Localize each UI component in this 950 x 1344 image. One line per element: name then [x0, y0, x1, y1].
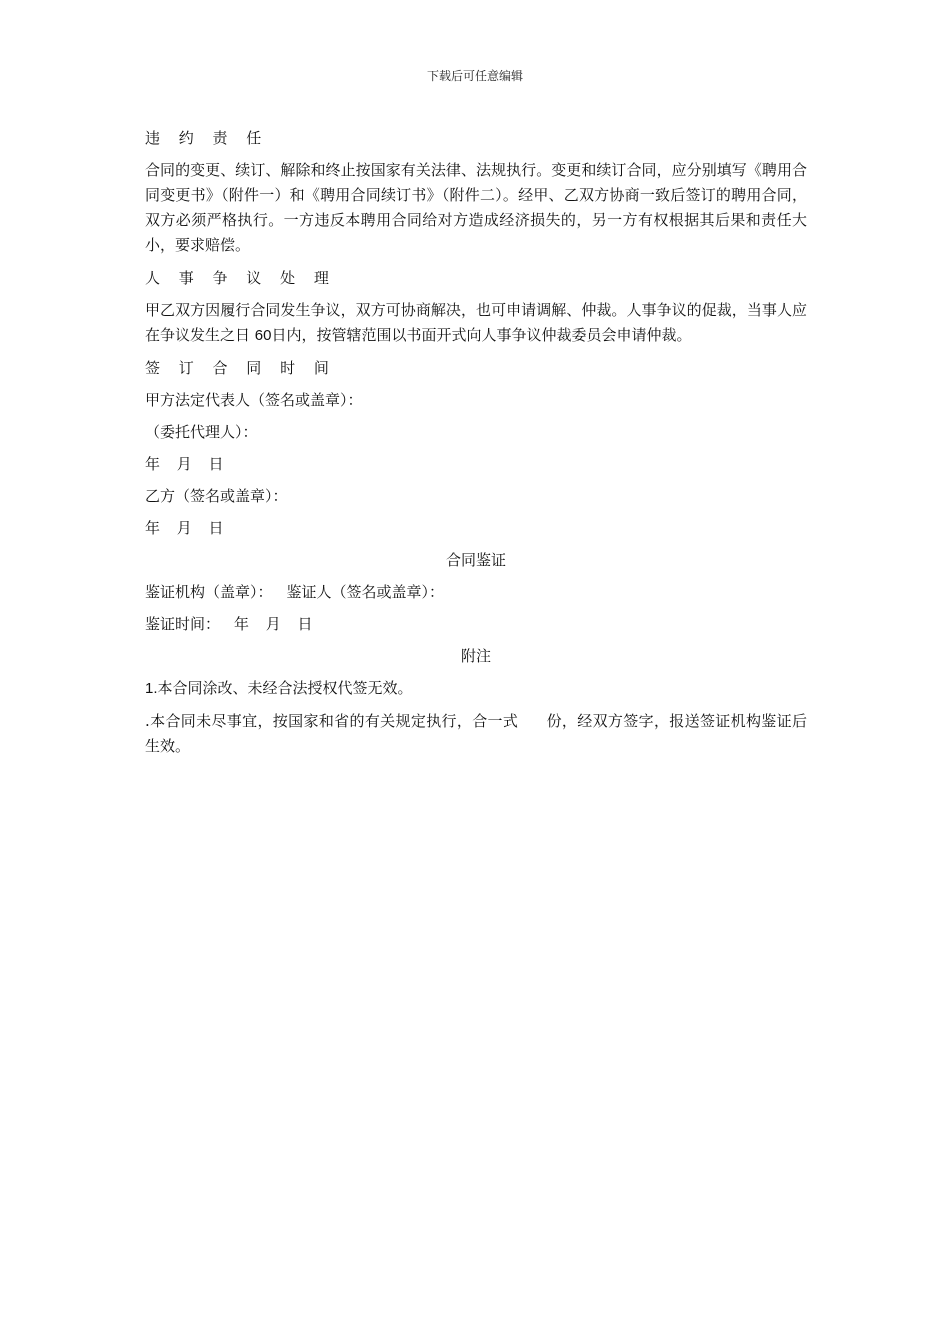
- signing-time-heading: 签 订 合 同 时 间: [145, 359, 336, 377]
- contract-verification-heading: 合同鉴证: [445, 551, 506, 569]
- breach-liability-heading: 违 约 责 任: [145, 129, 269, 147]
- party-b-signature-line: 乙方（签名或盖章）：: [145, 487, 288, 505]
- dispute-text-part2: 日内，按管辖范围以书面开式向人事争议仲裁委员会申请仲裁。: [271, 326, 692, 344]
- party-b-date-line: 年 月 日: [145, 519, 230, 537]
- verification-signature-line: [145, 580, 807, 604]
- verification-time-date: 年 月 日: [234, 615, 319, 633]
- dispute-days-value: 60: [254, 327, 272, 344]
- note-2-text-part1: .本合同未尽事宜，按国家和省的有关规定执行，合一式: [145, 712, 519, 730]
- note-item-2: [145, 709, 807, 759]
- dispute-handling-heading: 人 事 争 议 处 理: [145, 269, 336, 287]
- note-2-text-part2: 份，经双方签字，报送签证机构鉴证后生效。: [145, 712, 807, 755]
- verification-person-label: 鉴证人（签名或盖章）：: [286, 583, 445, 601]
- party-a-date-line: 年 月 日: [145, 455, 230, 473]
- document-body: [145, 126, 807, 767]
- notes-heading: 附注: [460, 647, 491, 665]
- verification-org-label: 鉴证机构（盖章）：: [145, 583, 273, 601]
- dispute-handling-paragraph: [145, 298, 807, 348]
- dispute-text-part1: 甲乙双方因履行合同发生争议，双方可协商解决，也可申请调解、仲裁。人事争议的促裁，当事人应在争议发生之日: [145, 301, 807, 344]
- agent-signature-line: （委托代理人）：: [145, 423, 258, 441]
- note-1-number: 1.: [145, 680, 158, 697]
- page-header: 下载后可任意编辑: [426, 69, 523, 83]
- verification-time-label: 鉴证时间：: [145, 615, 221, 633]
- verification-time-line: [145, 612, 807, 636]
- note-1-text: 本合同涂改、未经合法授权代签无效。: [157, 679, 413, 697]
- party-a-signature-line: 甲方法定代表人（签名或盖章）：: [145, 391, 363, 409]
- note-item-1: [145, 676, 807, 701]
- breach-liability-paragraph: 合同的变更、续订、解除和终止按国家有关法律、法规执行。变更和续订合同，应分别填写《聘用合同变更书》（附件一）和《聘用合同续订书》（附件二）。经甲、乙双方协商一致后签订的聘用合同，双方必须严格执行。一方违反本聘用合同给对方造成经济损失的，另一方有权根据其后果和责任大小，要求赔偿。: [145, 161, 807, 254]
